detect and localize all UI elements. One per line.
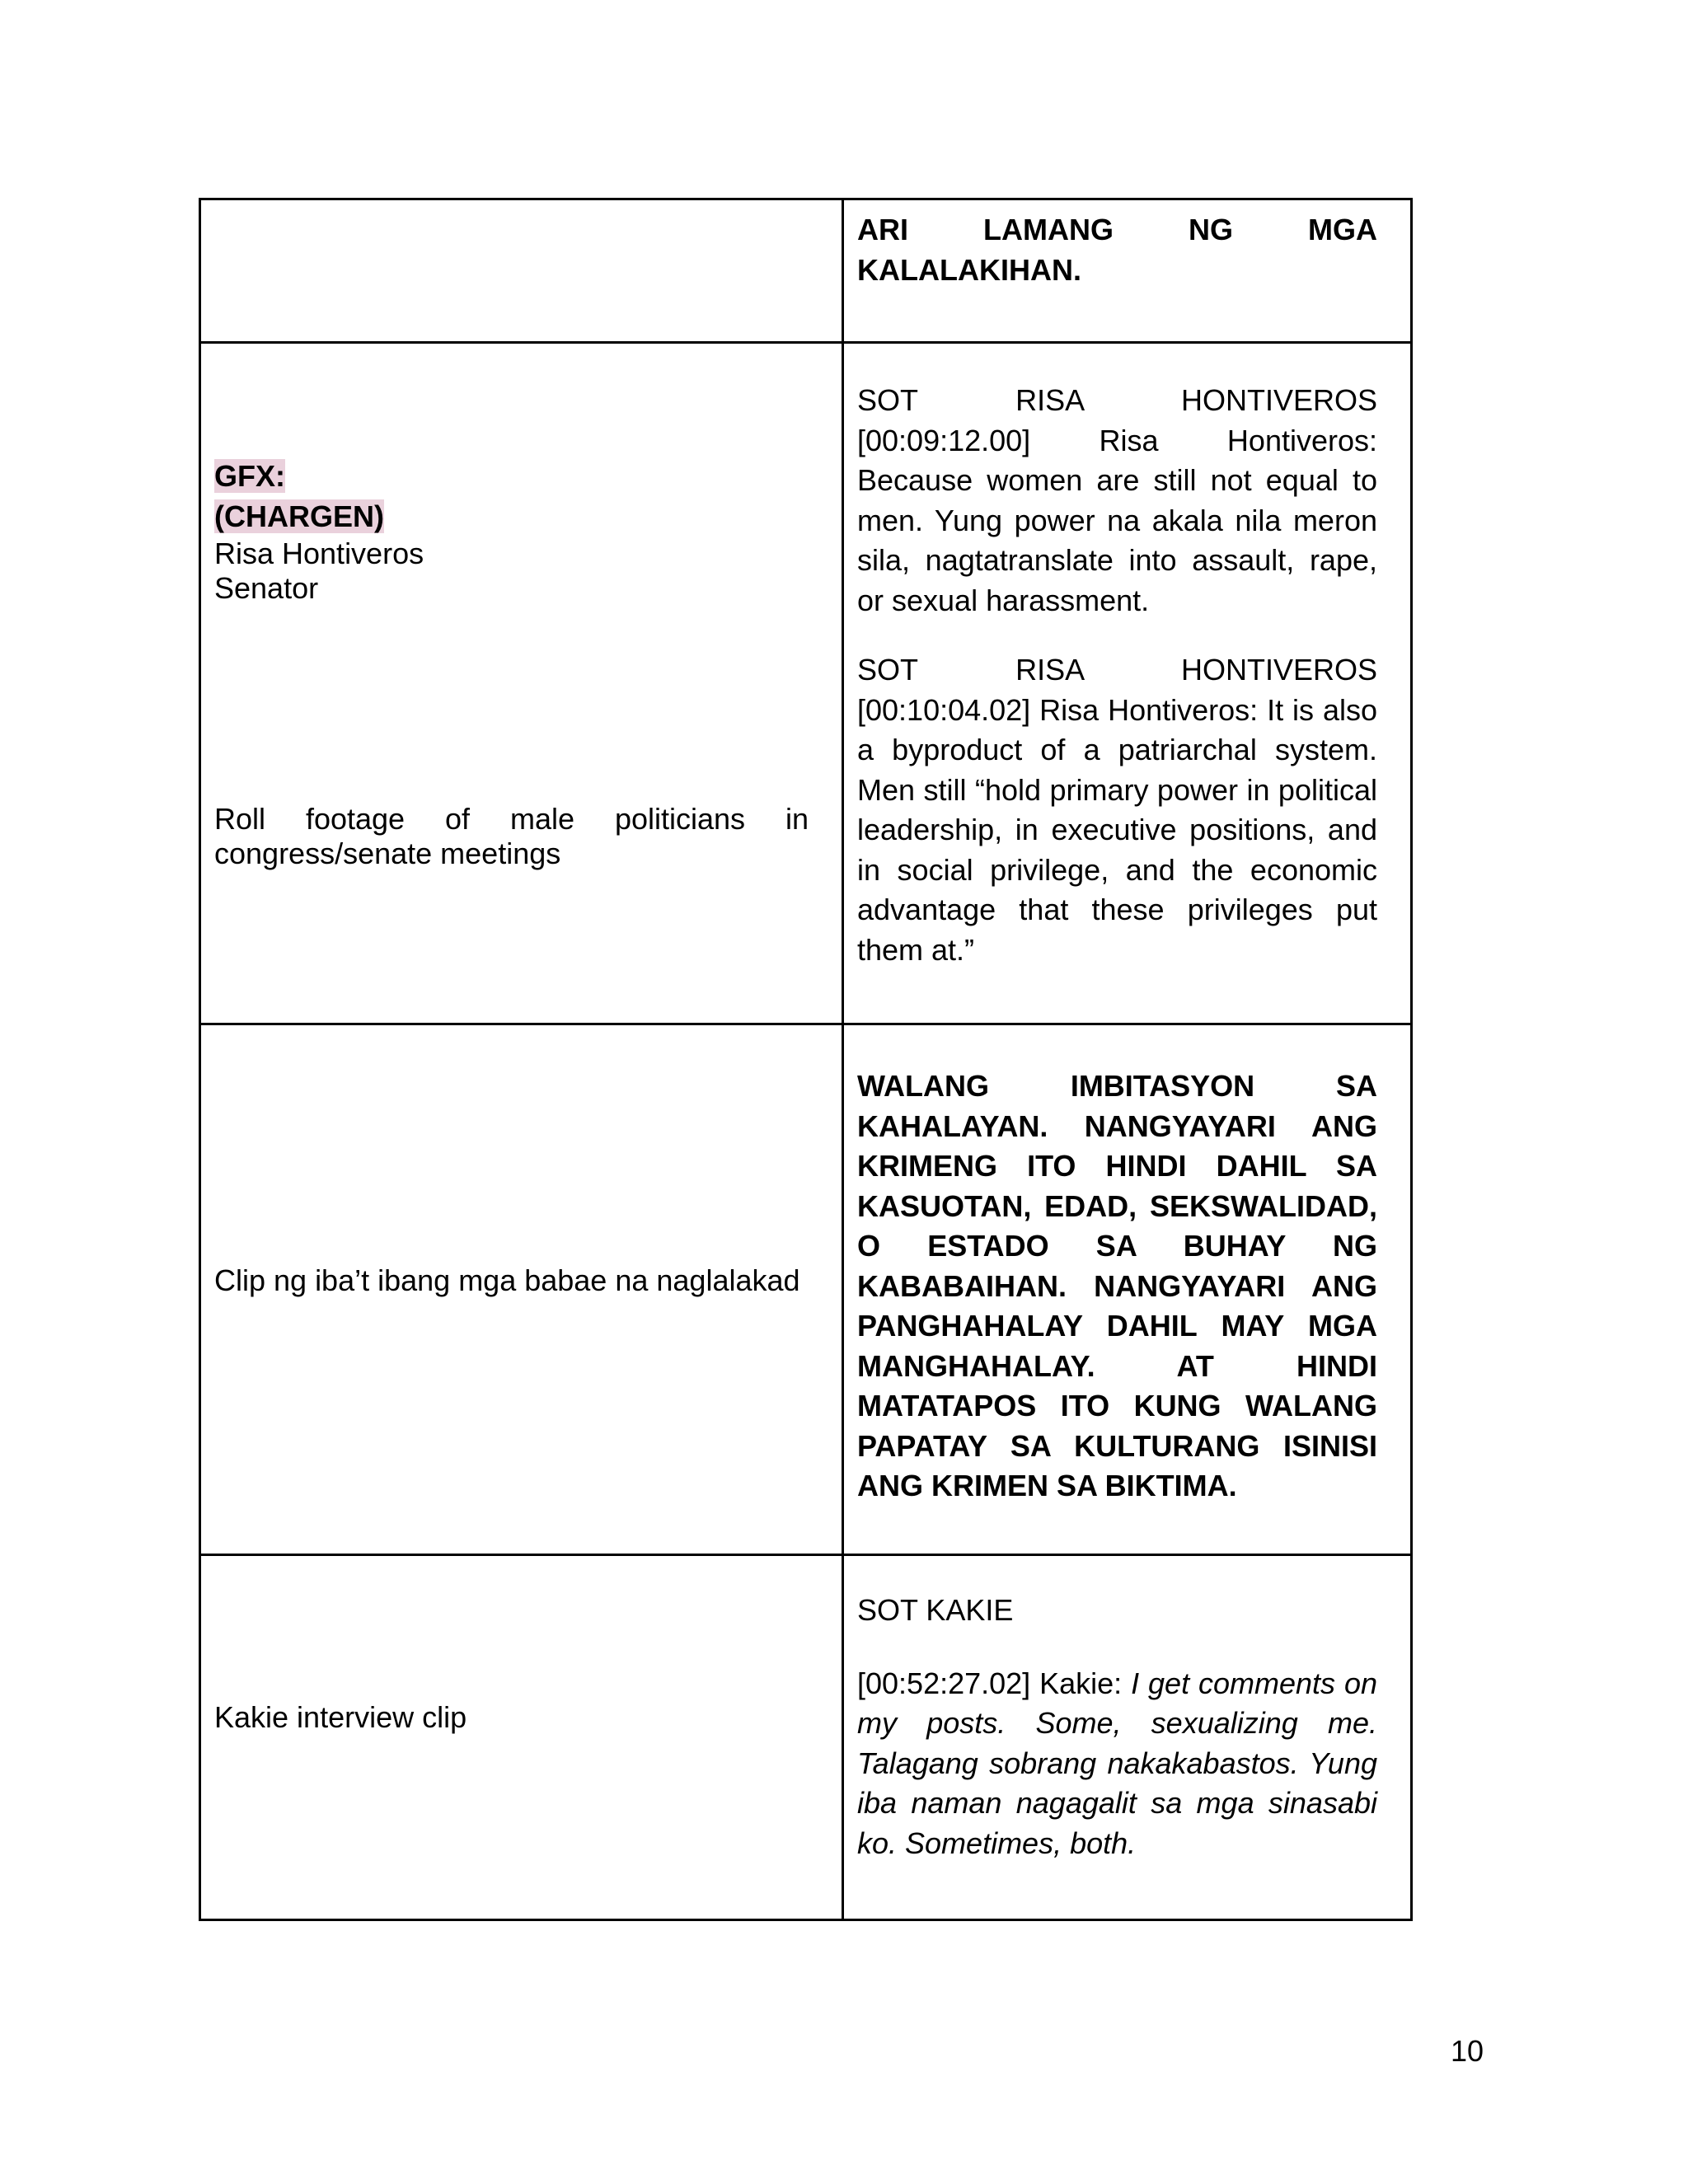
visual-cell bbox=[200, 1024, 843, 1555]
clip-description: Clip ng iba’t ibang mga babae na naglalakad bbox=[214, 1263, 800, 1298]
visual-cell bbox=[200, 1555, 843, 1920]
audio-cell bbox=[843, 1024, 1412, 1555]
table-row bbox=[200, 343, 1412, 1024]
page-number: 10 bbox=[1450, 2034, 1484, 2068]
voiceover-text: WALANG IMBITASYON SA KAHALAYAN. NANGYAYARI ANG KRIMENG ITO HINDI DAHIL SA KASUOTAN, EDAD, SEKSWALIDAD, O ESTADO SA BUHAY NG KABABAIHAN. NANGYAYARI ANG PANGHAHALAY DAHIL MAY MGA MANGHAHALAY. AT HINDI MATATAPOS ITO KUNG WALANG PAPATAY SA KULTURANG ISINISI ANG KRIMEN SA BIKTIMA. bbox=[857, 1069, 1377, 1502]
gfx-label: GFX: bbox=[214, 459, 285, 493]
visual-cell bbox=[200, 343, 843, 1024]
chargen-label: (CHARGEN) bbox=[214, 499, 384, 533]
timecode-prefix: [00:52:27.02] Kakie: bbox=[857, 1666, 1132, 1700]
chargen-block bbox=[214, 457, 809, 606]
table-row bbox=[200, 1024, 1412, 1555]
table-row bbox=[200, 199, 1412, 343]
table-row bbox=[200, 1555, 1412, 1920]
voiceover-text: ARI LAMANG NG MGA KALALAKIHAN. bbox=[857, 213, 1377, 287]
audio-cell bbox=[843, 1555, 1412, 1920]
clip-description: Kakie interview clip bbox=[214, 1699, 467, 1734]
quote-text: I get comments on my posts. Some, sexualizing me. Talagang sobrang nakakabastos. Yung iba naman nagagalit sa mga sinasabi ko. Sometimes, both. bbox=[857, 1666, 1377, 1860]
sot-risa-2: SOT RISA HONTIVEROS [00:10:04.02] Risa Hontiveros: It is also a byproduct of a patriarchal system. Men still “hold primary power in political leadership, in executive positions, and in social privilege, and the economic advantage that these privileges put them at.” bbox=[857, 653, 1377, 967]
sot-risa-1: SOT RISA HONTIVEROS [00:09:12.00] Risa Hontiveros: Because women are still not equal to men. Yung power na akala nila meron sila, nagtatranslate into assault, rape, or sexual harassment. bbox=[857, 383, 1377, 617]
visual-cell bbox=[200, 199, 843, 343]
roll-footage-note: Roll footage of male politicians in congress/senate meetings bbox=[214, 802, 809, 870]
audio-cell bbox=[843, 199, 1412, 343]
sot-kakie-heading: SOT KAKIE bbox=[857, 1593, 1014, 1627]
chargen-title: Senator bbox=[214, 571, 319, 605]
script-table bbox=[199, 198, 1413, 1921]
sot-kakie-text bbox=[857, 1664, 1377, 1864]
audio-cell bbox=[843, 343, 1412, 1024]
chargen-name: Risa Hontiveros bbox=[214, 537, 424, 570]
